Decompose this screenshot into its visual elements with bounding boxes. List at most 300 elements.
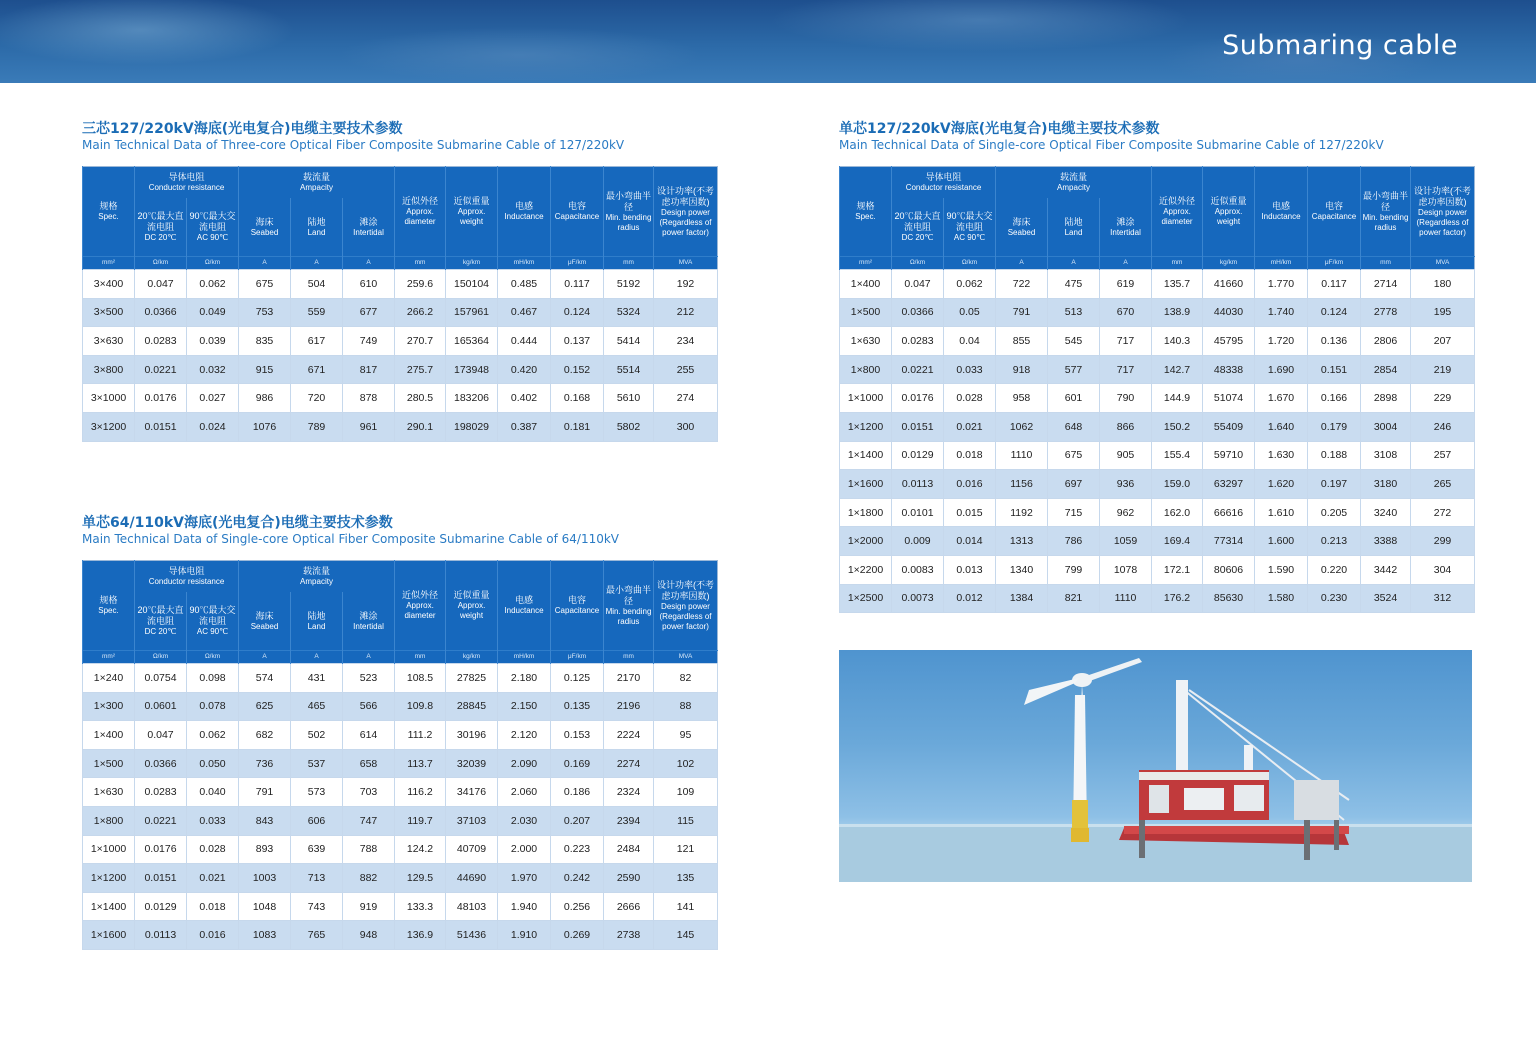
table-cell: 502 [291, 721, 343, 750]
col-design-power-header: 设计功率(不考虑功率因数) Design power (Regardless of power factor) [654, 561, 718, 651]
table-cell: 789 [291, 412, 343, 441]
single-core-110kv-table [82, 560, 718, 950]
table-cell: 1059 [1100, 527, 1152, 556]
table-cell: 0.016 [187, 921, 239, 950]
table-cell: 265 [1411, 470, 1475, 499]
table-cell: 274 [654, 384, 718, 413]
table-cell: 2.000 [498, 835, 551, 864]
table-cell: 1×2500 [840, 584, 892, 613]
table-cell: 304 [1411, 555, 1475, 584]
col-inductance-header: 电感 Inductance [498, 167, 551, 257]
table-cell: 0.197 [1308, 470, 1361, 499]
table-cell: 150.2 [1152, 412, 1203, 441]
table-row [83, 692, 718, 721]
table-cell: 0.0151 [135, 864, 187, 893]
table-cell: 2.060 [498, 778, 551, 807]
table-cell: 1110 [1100, 584, 1152, 613]
table-cell: 0.117 [1308, 270, 1361, 299]
col-design-power-header: 设计功率(不考虑功率因数) Design power (Regardless of power factor) [1411, 167, 1475, 257]
table-cell: 0.0283 [135, 327, 187, 356]
table-cell: 195 [1411, 298, 1475, 327]
unit-cell: mH/km [498, 651, 551, 664]
col-ampacity-header: 载流量 Ampacity [239, 167, 395, 199]
table-cell: 30196 [446, 721, 498, 750]
table-header [840, 167, 1475, 270]
table-cell: 0.0176 [135, 835, 187, 864]
table-cell: 713 [291, 864, 343, 893]
table-cell: 135 [654, 864, 718, 893]
table-cell: 0.117 [551, 270, 604, 299]
table-row [83, 921, 718, 950]
table-cell: 1×800 [840, 355, 892, 384]
table-cell: 275.7 [395, 355, 446, 384]
table-cell: 0.039 [187, 327, 239, 356]
col-diameter-header: 近似外径 Approx. diameter [395, 561, 446, 651]
table-cell: 0.0176 [135, 384, 187, 413]
col-dc-resistance-header: 20℃最大直流电阻 DC 20℃ [135, 592, 187, 651]
col-land-header: 陆地 Land [1048, 198, 1100, 257]
table-cell: 1×630 [83, 778, 135, 807]
table-cell: 1×2200 [840, 555, 892, 584]
table-cell: 3×630 [83, 327, 135, 356]
unit-cell: A [291, 651, 343, 664]
table-cell: 717 [1100, 355, 1152, 384]
table-cell: 1×1200 [83, 864, 135, 893]
table-cell: 0.0129 [135, 892, 187, 921]
table-cell: 109.8 [395, 692, 446, 721]
table-cell: 610 [343, 270, 395, 299]
table-cell: 121 [654, 835, 718, 864]
table-cell: 1×400 [83, 721, 135, 750]
table-cell: 614 [343, 721, 395, 750]
table-cell: 682 [239, 721, 291, 750]
table-cell: 3240 [1361, 498, 1411, 527]
table-cell: 138.9 [1152, 298, 1203, 327]
table-cell: 1.940 [498, 892, 551, 921]
table-cell: 2224 [604, 721, 654, 750]
table-cell: 670 [1100, 298, 1152, 327]
table-cell: 157961 [446, 298, 498, 327]
unit-cell: kg/km [446, 651, 498, 664]
table-cell: 0.078 [187, 692, 239, 721]
table-cell: 2394 [604, 806, 654, 835]
table-cell: 1.690 [1255, 355, 1308, 384]
table-cell: 2.120 [498, 721, 551, 750]
unit-cell: mm² [83, 651, 135, 664]
table-cell: 961 [343, 412, 395, 441]
unit-cell: A [1100, 257, 1152, 270]
col-spec-header: 规格 Spec. [840, 167, 892, 257]
table-cell: 34176 [446, 778, 498, 807]
table-cell: 1313 [996, 527, 1048, 556]
table-cell: 2738 [604, 921, 654, 950]
table-cell: 0.152 [551, 355, 604, 384]
table-cell: 299 [1411, 527, 1475, 556]
table-cell: 948 [343, 921, 395, 950]
table-cell: 0.028 [187, 835, 239, 864]
table-cell: 108.5 [395, 664, 446, 693]
table-cell: 259.6 [395, 270, 446, 299]
table-cell: 2854 [1361, 355, 1411, 384]
table-cell: 234 [654, 327, 718, 356]
table-cell: 0.0601 [135, 692, 187, 721]
table-cell: 51074 [1203, 384, 1255, 413]
table-cell: 0.269 [551, 921, 604, 950]
table-cell: 0.124 [1308, 298, 1361, 327]
unit-cell: MVA [654, 257, 718, 270]
col-ac-resistance-header: 90℃最大交流电阻 AC 90℃ [187, 592, 239, 651]
units-row [83, 651, 718, 664]
table-cell: 5514 [604, 355, 654, 384]
table-cell: 142.7 [1152, 355, 1203, 384]
table-cell: 3004 [1361, 412, 1411, 441]
table-header [83, 167, 718, 270]
table-cell: 0.032 [187, 355, 239, 384]
unit-cell: Ω/km [944, 257, 996, 270]
table-cell: 0.124 [551, 298, 604, 327]
col-land-header: 陆地 Land [291, 592, 343, 651]
table-cell: 625 [239, 692, 291, 721]
table-cell: 5414 [604, 327, 654, 356]
table-cell: 113.7 [395, 749, 446, 778]
table-cell: 66616 [1203, 498, 1255, 527]
table-cell: 1078 [1100, 555, 1152, 584]
table-cell: 2.150 [498, 692, 551, 721]
table-row [83, 892, 718, 921]
table-row [840, 384, 1475, 413]
table-cell: 41660 [1203, 270, 1255, 299]
table-cell: 882 [343, 864, 395, 893]
banner-title: Submaring cable [1222, 30, 1458, 61]
table-cell: 697 [1048, 470, 1100, 499]
table-cell: 788 [343, 835, 395, 864]
table-row [83, 664, 718, 693]
table-cell: 3×800 [83, 355, 135, 384]
table-cell: 919 [343, 892, 395, 921]
table-cell: 312 [1411, 584, 1475, 613]
unit-cell: μF/km [551, 651, 604, 664]
col-dc-resistance-header: 20℃最大直流电阻 DC 20℃ [135, 198, 187, 257]
table-cell: 574 [239, 664, 291, 693]
table-cell: 2778 [1361, 298, 1411, 327]
table-cell: 0.098 [187, 664, 239, 693]
table-cell: 2.090 [498, 749, 551, 778]
table-cell: 0.207 [551, 806, 604, 835]
table-cell: 300 [654, 412, 718, 441]
table-cell: 617 [291, 327, 343, 356]
col-ac-resistance-header: 90℃最大交流电阻 AC 90℃ [944, 198, 996, 257]
units-row [840, 257, 1475, 270]
table-cell: 272 [1411, 498, 1475, 527]
table-cell: 3×1200 [83, 412, 135, 441]
table-cell: 0.018 [187, 892, 239, 921]
table-cell: 0.0754 [135, 664, 187, 693]
col-intertidal-header: 滩涂 Intertidal [1100, 198, 1152, 257]
table-cell: 80606 [1203, 555, 1255, 584]
table-row [840, 555, 1475, 584]
table-cell: 0.205 [1308, 498, 1361, 527]
table-cell: 88 [654, 692, 718, 721]
col-diameter-header: 近似外径 Approx. diameter [395, 167, 446, 257]
table-row [83, 384, 718, 413]
table-cell: 0.467 [498, 298, 551, 327]
table-cell: 229 [1411, 384, 1475, 413]
table-cell: 5324 [604, 298, 654, 327]
table-cell: 1156 [996, 470, 1048, 499]
col-inductance-header: 电感 Inductance [498, 561, 551, 651]
unit-cell: MVA [654, 651, 718, 664]
unit-cell: A [239, 257, 291, 270]
table-cell: 677 [343, 298, 395, 327]
table-cell: 1×400 [840, 270, 892, 299]
table-cell: 0.0366 [135, 298, 187, 327]
units-row [83, 257, 718, 270]
table-cell: 0.181 [551, 412, 604, 441]
table-cell: 1×1200 [840, 412, 892, 441]
table-row [83, 270, 718, 299]
table-cell: 0.050 [187, 749, 239, 778]
table-cell: 0.028 [944, 384, 996, 413]
table-cell: 0.014 [944, 527, 996, 556]
table-cell: 675 [1048, 441, 1100, 470]
table-cell: 0.166 [1308, 384, 1361, 413]
table-cell: 2196 [604, 692, 654, 721]
table-cell: 566 [343, 692, 395, 721]
table-cell: 173948 [446, 355, 498, 384]
table-cell: 0.0283 [135, 778, 187, 807]
table-cell: 0.0221 [892, 355, 944, 384]
table-cell: 606 [291, 806, 343, 835]
table-cell: 1×1600 [83, 921, 135, 950]
table-cell: 3180 [1361, 470, 1411, 499]
table-cell: 703 [343, 778, 395, 807]
table-cell: 855 [996, 327, 1048, 356]
table-cell: 2484 [604, 835, 654, 864]
col-capacitance-header: 电容 Capacitance [551, 167, 604, 257]
unit-cell: MVA [1411, 257, 1475, 270]
table-cell: 28845 [446, 692, 498, 721]
table-row [83, 721, 718, 750]
table-cell: 2590 [604, 864, 654, 893]
table-cell: 165364 [446, 327, 498, 356]
table-cell: 82 [654, 664, 718, 693]
table-cell: 0.047 [135, 270, 187, 299]
table-cell: 0.009 [892, 527, 944, 556]
table-cell: 523 [343, 664, 395, 693]
table-cell: 212 [654, 298, 718, 327]
table-cell: 0.136 [1308, 327, 1361, 356]
col-diameter-header: 近似外径 Approx. diameter [1152, 167, 1203, 257]
table-cell: 95 [654, 721, 718, 750]
table-row [83, 864, 718, 893]
table3-title-en: Main Technical Data of Single-core Optical Fiber Composite Submarine Cable of 64/110kV [82, 532, 620, 546]
table-cell: 0.135 [551, 692, 604, 721]
table-cell: 59710 [1203, 441, 1255, 470]
table-cell: 2898 [1361, 384, 1411, 413]
col-seabed-header: 海床 Seabed [996, 198, 1048, 257]
table-cell: 722 [996, 270, 1048, 299]
table2-title-en: Main Technical Data of Single-core Optical Fiber Composite Submarine Cable of 127/220kV [839, 138, 1384, 152]
col-weight-header: 近似重量 Approx. weight [446, 561, 498, 651]
table-row [840, 355, 1475, 384]
table-cell: 176.2 [1152, 584, 1203, 613]
header-banner [0, 0, 1536, 83]
table-cell: 601 [1048, 384, 1100, 413]
table-cell: 0.242 [551, 864, 604, 893]
table-row [840, 327, 1475, 356]
table-cell: 790 [1100, 384, 1152, 413]
table-cell: 0.016 [944, 470, 996, 499]
table-cell: 172.1 [1152, 555, 1203, 584]
table-cell: 658 [343, 749, 395, 778]
table-cell: 0.021 [944, 412, 996, 441]
table-cell: 129.5 [395, 864, 446, 893]
col-seabed-header: 海床 Seabed [239, 198, 291, 257]
table-cell: 791 [239, 778, 291, 807]
table-cell: 0.0101 [892, 498, 944, 527]
table-cell: 255 [654, 355, 718, 384]
table-cell: 1048 [239, 892, 291, 921]
table-cell: 1083 [239, 921, 291, 950]
table-cell: 918 [996, 355, 1048, 384]
table-cell: 1384 [996, 584, 1048, 613]
table-cell: 219 [1411, 355, 1475, 384]
table-cell: 577 [1048, 355, 1100, 384]
unit-cell: mm² [840, 257, 892, 270]
table-cell: 3108 [1361, 441, 1411, 470]
table-cell: 135.7 [1152, 270, 1203, 299]
table-cell: 115 [654, 806, 718, 835]
table-cell: 0.256 [551, 892, 604, 921]
table-cell: 45795 [1203, 327, 1255, 356]
table-cell: 1062 [996, 412, 1048, 441]
table-cell: 32039 [446, 749, 498, 778]
table-cell: 715 [1048, 498, 1100, 527]
unit-cell: A [239, 651, 291, 664]
table-cell: 821 [1048, 584, 1100, 613]
table-cell: 1.740 [1255, 298, 1308, 327]
table-cell: 40709 [446, 835, 498, 864]
table-cell: 266.2 [395, 298, 446, 327]
table-cell: 648 [1048, 412, 1100, 441]
unit-cell: Ω/km [187, 257, 239, 270]
table-cell: 0.047 [892, 270, 944, 299]
table-cell: 2806 [1361, 327, 1411, 356]
table-cell: 280.5 [395, 384, 446, 413]
table-cell: 0.169 [551, 749, 604, 778]
table-cell: 866 [1100, 412, 1152, 441]
table-cell: 207 [1411, 327, 1475, 356]
col-dc-resistance-header: 20℃最大直流电阻 DC 20℃ [892, 198, 944, 257]
table-cell: 1×630 [840, 327, 892, 356]
table-cell: 835 [239, 327, 291, 356]
table-cell: 0.05 [944, 298, 996, 327]
table2-title-cn: 单芯127/220kV海底(光电复合)电缆主要技术参数 [839, 121, 1160, 137]
table-cell: 2170 [604, 664, 654, 693]
table-cell: 0.04 [944, 327, 996, 356]
table-cell: 1×1400 [83, 892, 135, 921]
table-cell: 1×2000 [840, 527, 892, 556]
table-cell: 0.402 [498, 384, 551, 413]
table-cell: 0.0113 [892, 470, 944, 499]
table-cell: 0.033 [187, 806, 239, 835]
table-cell: 37103 [446, 806, 498, 835]
table-cell: 2.180 [498, 664, 551, 693]
table-cell: 1.640 [1255, 412, 1308, 441]
unit-cell: mm [1361, 257, 1411, 270]
offshore-wind-installation-vessel-image [839, 650, 1472, 882]
table-cell: 0.223 [551, 835, 604, 864]
table-cell: 0.0129 [892, 441, 944, 470]
table-row [83, 749, 718, 778]
table-cell: 0.0083 [892, 555, 944, 584]
table-cell: 2666 [604, 892, 654, 921]
table-cell: 145 [654, 921, 718, 950]
table-cell: 1×240 [83, 664, 135, 693]
table-cell: 169.4 [1152, 527, 1203, 556]
table-cell: 675 [239, 270, 291, 299]
table-cell: 504 [291, 270, 343, 299]
col-intertidal-header: 滩涂 Intertidal [343, 198, 395, 257]
table-cell: 0.012 [944, 584, 996, 613]
table-cell: 0.444 [498, 327, 551, 356]
table-cell: 192 [654, 270, 718, 299]
table-cell: 124.2 [395, 835, 446, 864]
table-cell: 48338 [1203, 355, 1255, 384]
table-row [83, 806, 718, 835]
table-cell: 3×1000 [83, 384, 135, 413]
col-conductor-resistance-header: 导体电阻 Conductor resistance [135, 167, 239, 199]
table-cell: 270.7 [395, 327, 446, 356]
col-bending-radius-header: 最小弯曲半径 Min. bending radius [1361, 167, 1411, 257]
table-cell: 1.620 [1255, 470, 1308, 499]
table-cell: 0.0366 [135, 749, 187, 778]
table-cell: 1×1800 [840, 498, 892, 527]
table-cell: 1×1000 [83, 835, 135, 864]
table-cell: 0.0151 [892, 412, 944, 441]
table-header [83, 561, 718, 664]
table-row [83, 778, 718, 807]
table-cell: 0.230 [1308, 584, 1361, 613]
table-cell: 513 [1048, 298, 1100, 327]
table-cell: 0.0113 [135, 921, 187, 950]
table-cell: 180 [1411, 270, 1475, 299]
table-cell: 155.4 [1152, 441, 1203, 470]
table-cell: 0.024 [187, 412, 239, 441]
table-cell: 962 [1100, 498, 1152, 527]
table-row [840, 527, 1475, 556]
col-ampacity-header: 载流量 Ampacity [996, 167, 1152, 199]
table-cell: 0.125 [551, 664, 604, 693]
table-cell: 986 [239, 384, 291, 413]
unit-cell: A [996, 257, 1048, 270]
unit-cell: mm² [83, 257, 135, 270]
table-cell: 1×800 [83, 806, 135, 835]
table-cell: 162.0 [1152, 498, 1203, 527]
col-weight-header: 近似重量 Approx. weight [1203, 167, 1255, 257]
table-cell: 720 [291, 384, 343, 413]
table-cell: 817 [343, 355, 395, 384]
unit-cell: mH/km [498, 257, 551, 270]
table-cell: 559 [291, 298, 343, 327]
table-cell: 3442 [1361, 555, 1411, 584]
table-cell: 878 [343, 384, 395, 413]
table-cell: 0.188 [1308, 441, 1361, 470]
table-cell: 48103 [446, 892, 498, 921]
unit-cell: Ω/km [135, 257, 187, 270]
table-cell: 0.0366 [892, 298, 944, 327]
table-row [83, 835, 718, 864]
